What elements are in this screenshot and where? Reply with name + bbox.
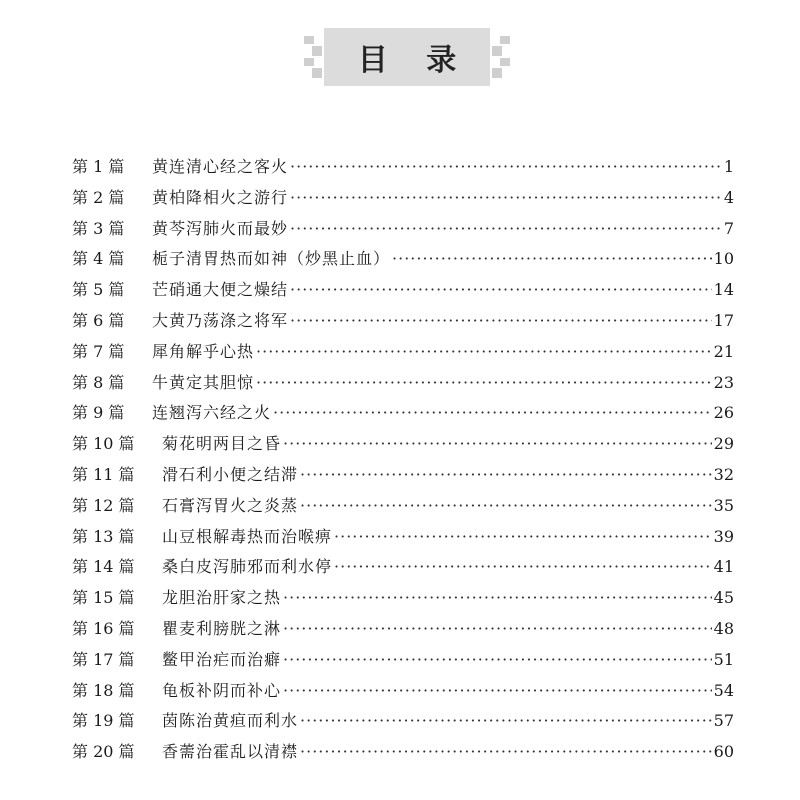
dot-leader xyxy=(300,737,712,768)
chapter-number: 第 19 篇 xyxy=(72,711,135,731)
page-number: 10 xyxy=(713,249,734,269)
dot-leader xyxy=(392,244,712,275)
page-number: 17 xyxy=(713,310,734,330)
chapter-number: 第 5 篇 xyxy=(72,280,125,300)
toc-entry[interactable] xyxy=(72,244,734,275)
chapter-title: 龟板补阴而补心 xyxy=(162,680,282,700)
chapter-number: 第 16 篇 xyxy=(72,618,135,638)
page-number: 29 xyxy=(713,434,734,454)
chapter-title: 黄连清心经之客火 xyxy=(152,157,289,176)
dot-leader xyxy=(290,183,722,214)
dot-leader xyxy=(256,368,712,399)
chapter-title: 黄柏降相火之游行 xyxy=(152,187,289,207)
dot-leader xyxy=(283,676,712,707)
toc-entry[interactable] xyxy=(72,706,734,737)
chapter-number: 第 10 篇 xyxy=(72,434,135,454)
chapter-number: 第 4 篇 xyxy=(72,249,125,269)
dot-leader xyxy=(300,706,712,737)
dot-leader xyxy=(273,398,712,429)
toc-entry[interactable] xyxy=(72,398,734,429)
chapter-title: 芒硝通大便之燥结 xyxy=(152,280,289,300)
page-number: 14 xyxy=(713,280,734,300)
page-number: 32 xyxy=(713,464,734,484)
chapter-title: 桑白皮泻肺邪而利水停 xyxy=(162,557,333,577)
chapter-title: 栀子清胃热而如神（炒黑止血） xyxy=(152,249,391,269)
toc-entry[interactable] xyxy=(72,152,734,183)
page-number: 4 xyxy=(723,187,734,207)
chapter-title: 茵陈治黄疸而利水 xyxy=(162,711,299,731)
page-number: 45 xyxy=(713,588,734,608)
toc-entry[interactable] xyxy=(72,552,734,583)
dot-leader xyxy=(290,152,722,183)
dot-leader xyxy=(290,214,722,245)
dot-leader xyxy=(256,337,712,368)
chapter-number: 第 6 篇 xyxy=(72,310,125,330)
dot-leader xyxy=(334,522,712,553)
toc-entry[interactable] xyxy=(72,214,734,245)
chapter-number: 第 7 篇 xyxy=(72,341,125,361)
dot-leader xyxy=(283,583,712,614)
toc-entry[interactable] xyxy=(72,676,734,707)
chapter-title: 山豆根解毒热而治喉痹 xyxy=(162,526,333,546)
chapter-title: 牛黄定其胆惊 xyxy=(152,372,255,392)
toc-entry[interactable] xyxy=(72,337,734,368)
chapter-title: 龙胆治肝家之热 xyxy=(162,588,282,608)
page-number: 41 xyxy=(713,557,734,577)
dot-leader xyxy=(290,306,712,337)
page-number: 21 xyxy=(713,341,734,361)
chapter-title: 鳖甲治疟而治癖 xyxy=(162,649,282,669)
page-number: 23 xyxy=(713,372,734,392)
chapter-title: 大黄乃荡涤之将军 xyxy=(152,310,289,330)
page-number: 48 xyxy=(713,618,734,638)
toc-entry[interactable] xyxy=(72,275,734,306)
dot-leader xyxy=(283,429,712,460)
chapter-title: 连翘泻六经之火 xyxy=(152,403,272,423)
toc-entry[interactable] xyxy=(72,460,734,491)
chapter-title: 香薷治霍乱以清襟 xyxy=(162,742,299,762)
toc-entry[interactable] xyxy=(72,614,734,645)
table-of-contents xyxy=(72,152,734,768)
dot-leader xyxy=(283,645,712,676)
dot-leader xyxy=(334,552,712,583)
dot-leader xyxy=(283,614,712,645)
page-number: 60 xyxy=(713,742,734,762)
chapter-title: 瞿麦利膀胱之淋 xyxy=(162,618,282,638)
chapter-number: 第 9 篇 xyxy=(72,403,125,423)
dot-leader xyxy=(300,460,712,491)
chapter-number: 第 2 篇 xyxy=(72,187,125,207)
page-number: 39 xyxy=(713,526,734,546)
page-number: 35 xyxy=(713,495,734,515)
toc-entry[interactable] xyxy=(72,368,734,399)
toc-entry[interactable] xyxy=(72,306,734,337)
toc-entry[interactable] xyxy=(72,429,734,460)
toc-entry[interactable] xyxy=(72,645,734,676)
chapter-title: 犀角解乎心热 xyxy=(152,341,255,361)
chapter-number: 第 8 篇 xyxy=(72,372,125,392)
chapter-title: 黄芩泻肺火而最妙 xyxy=(152,218,289,238)
page-number: 57 xyxy=(713,711,734,731)
toc-entry[interactable] xyxy=(72,491,734,522)
toc-entry[interactable] xyxy=(72,583,734,614)
page-number: 26 xyxy=(713,403,734,423)
page-title: 目 录 xyxy=(357,43,471,78)
page-number: 51 xyxy=(713,649,734,669)
chapter-title: 滑石利小便之结滞 xyxy=(162,464,299,484)
chapter-number: 第 18 篇 xyxy=(72,680,135,700)
title-banner xyxy=(302,28,512,86)
dot-leader xyxy=(290,275,712,306)
chapter-number: 第 12 篇 xyxy=(72,495,135,515)
chapter-number: 第 17 篇 xyxy=(72,649,135,669)
toc-entry[interactable] xyxy=(72,737,734,768)
chapter-title: 菊花明两目之昏 xyxy=(162,434,282,454)
chapter-number: 第 20 篇 xyxy=(72,742,135,762)
chapter-title: 石膏泻胃火之炎蒸 xyxy=(162,495,299,515)
page-number: 1 xyxy=(723,157,734,176)
chapter-number: 第 1 篇 xyxy=(72,157,125,176)
page-number: 54 xyxy=(713,680,734,700)
chapter-number: 第 11 篇 xyxy=(72,464,135,484)
chapter-number: 第 3 篇 xyxy=(72,218,125,238)
title-box xyxy=(324,28,490,86)
toc-entry[interactable] xyxy=(72,522,734,553)
chapter-number: 第 14 篇 xyxy=(72,557,135,577)
dot-leader xyxy=(300,491,712,522)
toc-entry[interactable] xyxy=(72,183,734,214)
page-number: 7 xyxy=(723,218,734,238)
chapter-number: 第 13 篇 xyxy=(72,526,135,546)
chapter-number: 第 15 篇 xyxy=(72,588,135,608)
